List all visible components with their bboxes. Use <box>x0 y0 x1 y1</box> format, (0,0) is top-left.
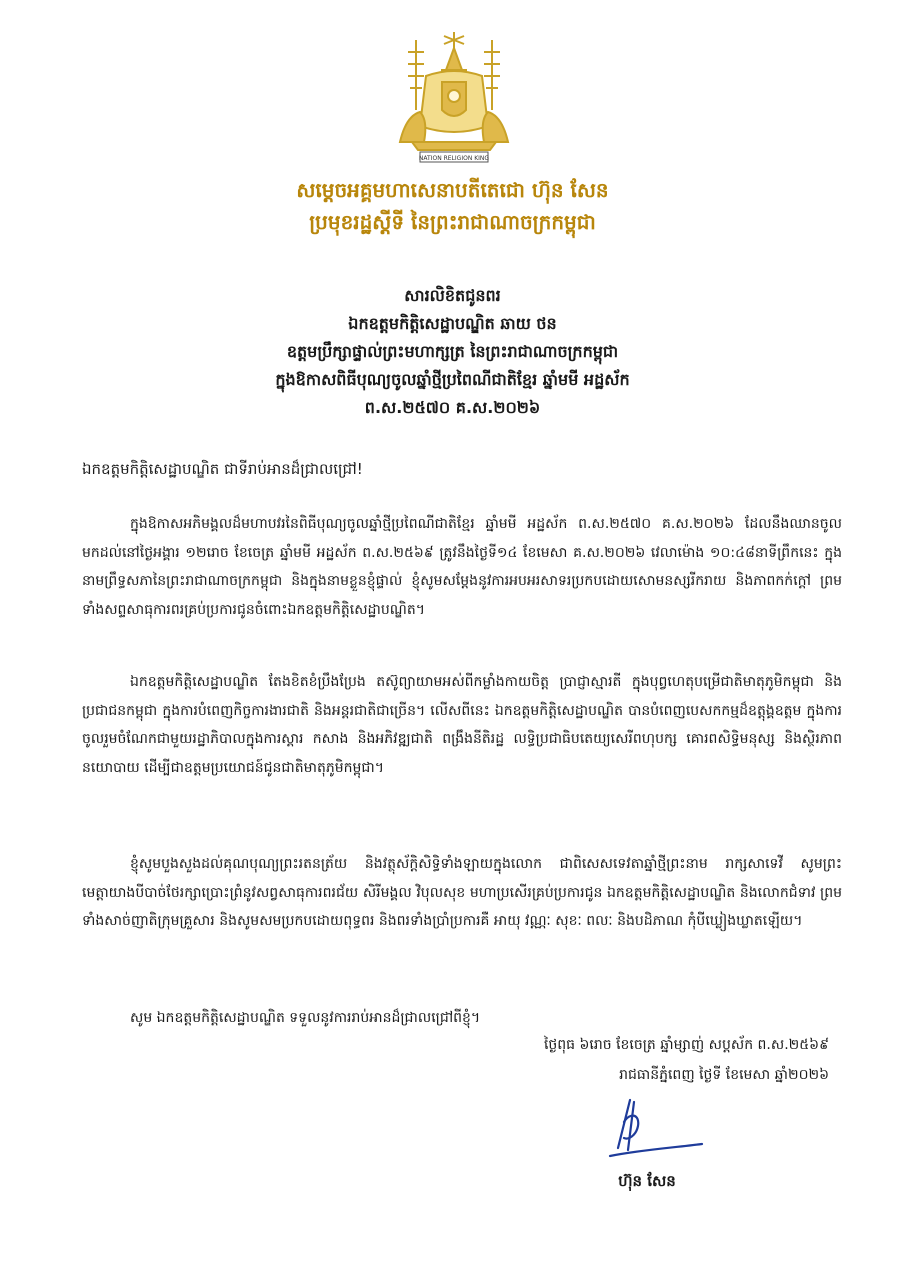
sender-position: ប្រមុខរដ្ឋស្តីទី នៃព្រះរាជាណាចក្រកម្ពុជា <box>309 210 596 234</box>
signer-name: ហ៊ុន សែន <box>618 1172 676 1190</box>
letter-title: សារលិខិតជូនពរ <box>404 286 501 305</box>
date-block <box>544 1030 829 1090</box>
paragraph: ក្នុងឱកាសអភិមង្គលដ៏មហាបវរនៃពិធីបុណ្យចូលឆ្នាំថ្មីប្រពៃណីជាតិខ្មែរ ឆ្នាំមមី អដ្ឋស័ក ព.ស.២៥៧០ គ.ស.២០២៦ ដែលនឹងឈានចូលមកដល់នៅថ្ងៃអង្គារ ១២រោច ខែចេត្រ ឆ្នាំមមី អដ្ឋស័ក ព.ស.២៥៦៩ ត្រូវនឹងថ្ងៃទី១៤ ខែមេសា គ.ស.២០២៦ វេលាម៉ោង ១០:៤៨នាទីព្រឹកនេះ ក្នុងនាមព្រឹទ្ធសភានៃព្រះរាជាណាចក្រកម្ពុជា និងក្នុងនាមខ្លួនខ្ញុំផ្ទាល់ ខ្ញុំសូមសម្តែងនូវការអបអរសាទរប្រកបដោយសោមនស្សរីករាយ និងភាពកក់ក្តៅ ព្រមទាំងសព្ទសាធុការពរគ្រប់ប្រការជូនចំពោះឯកឧត្តមកិត្តិសេដ្ឋាបណ្ឌិត។ <box>82 516 842 618</box>
lunar-date: ថ្ងៃពុធ ៦រោច ខែចេត្រ ឆ្នាំម្សាញ់ សប្តស័ក ព.ស.២៥៦៩ <box>543 1037 829 1053</box>
signature-icon <box>600 1092 710 1168</box>
occasion: ក្នុងឱកាសពិធីបុណ្យចូលឆ្នាំថ្មីប្រពៃណីជាតិខ្មែរ ឆ្នាំមមី អដ្ឋស័ក <box>275 370 630 389</box>
royal-arms-emblem-icon <box>392 30 516 166</box>
recipient-name: ឯកឧត្តមកិត្តិសេដ្ឋាបណ្ឌិត ឆាយ ថន <box>348 314 557 333</box>
place-date: រាជធានីភ្នំពេញ ថ្ងៃទី ខែមេសា ឆ្នាំ២០២៦ <box>619 1067 829 1083</box>
recipient-position: ឧត្តមប្រឹក្សាផ្ទាល់ព្រះមហាក្សត្រ នៃព្រះរាជាណាចក្រកម្ពុជា <box>286 342 619 361</box>
letter-title-block <box>60 282 845 422</box>
paragraph: ឯកឧត្តមកិត្តិសេដ្ឋាបណ្ឌិត តែងខិតខំប្រឹងប្រែង តស៊ូព្យាយាមអស់ពីកម្លាំងកាយចិត្ត ប្រាជ្ញាស្មារតី ក្នុងបុព្វហេតុបម្រើជាតិមាតុភូមិកម្ពុជា និងប្រជាជនកម្ពុជា ក្នុងការបំពេញកិច្ចការងារជាតិ និងអន្តរជាតិជាច្រើន។ លើសពីនេះ ឯកឧត្តមកិត្តិសេដ្ឋាបណ្ឌិត បានបំពេញបេសកកម្មដ៏ឧត្តុង្គឧត្តម ក្នុងការចូលរួមចំណែកជាមួយរដ្ឋាភិបាលក្នុងការស្តារ កសាង និងអភិវឌ្ឍជាតិ ពង្រឹងនីតិរដ្ឋ លទ្ធិប្រជាធិបតេយ្យសេរីពហុបក្ស គោរពសិទ្ធិមនុស្ស និងស្ថិរភាពនយោបាយ ដើម្បីជាឧត្តមប្រយោជន៍ជូនជាតិមាតុភូមិកម្ពុជា។ <box>82 674 842 776</box>
emblem-motto: NATION RELIGION KING <box>418 155 490 162</box>
occasion-year: ព.ស.២៥៧០ គ.ស.២០២៦ <box>364 398 541 417</box>
closing-paragraph: សូម ឯកឧត្តមកិត្តិសេដ្ឋាបណ្ឌិត ទទួលនូវការរាប់អានដ៏ជ្រាលជ្រៅពីខ្ញុំ។ <box>130 1010 481 1026</box>
sender-name: សម្តេចអគ្គមហាសេនាបតីតេជោ ហ៊ុន សែន <box>296 178 609 202</box>
salutation: ឯកឧត្តមកិត្តិសេដ្ឋាបណ្ឌិត ជាទីរាប់អានដ៏ជ្រាលជ្រៅ! <box>82 460 363 478</box>
paragraph: ខ្ញុំសូមបួងសួងដល់គុណបុណ្យព្រះរតនត្រ័យ និងវត្ថុស័ក្តិសិទ្ធិទាំងឡាយក្នុងលោក ជាពិសេសទេវតាឆ្នាំថ្មីព្រះនាម រាក្សសាទេវី សូមព្រះមេត្តាយាងបីបាច់ថែរក្សាប្រោះព្រំនូវសព្វសាធុការពរជ័យ សិរីមង្គល វិបុលសុខ មហាប្រសើរគ្រប់ប្រការជូន ឯកឧត្តមកិត្តិសេដ្ឋាបណ្ឌិត និងលោកជំទាវ ព្រមទាំងសាច់ញាតិក្រុមគ្រួសារ និងសូមសមប្រកបដោយពុទ្ធពរ និងពរទាំងប្រាំប្រការគឺ អាយុ វណ្ណៈ សុខៈ ពលៈ និងបដិភាណ កុំបីឃ្លៀងឃ្លាតឡើយ។ <box>82 856 842 929</box>
sender-block <box>0 174 905 238</box>
